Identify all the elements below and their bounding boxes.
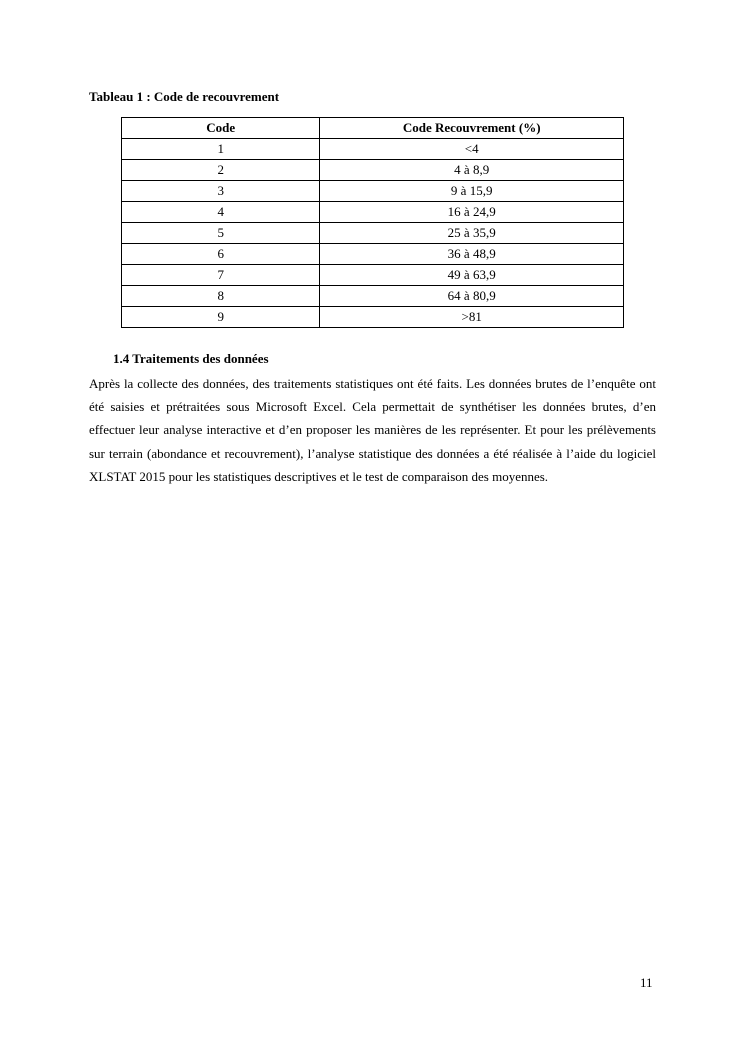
recovery-code-table xyxy=(121,117,624,328)
cell-recovery: 16 à 24,9 xyxy=(320,202,624,223)
section-heading: 1.4 Traitements des données xyxy=(113,351,269,366)
cell-code: 8 xyxy=(122,286,320,307)
table-row xyxy=(122,286,624,307)
table-caption: Tableau 1 : Code de recouvrement xyxy=(89,89,280,104)
header-recovery: Code Recouvrement (%) xyxy=(320,118,624,139)
cell-code: 5 xyxy=(122,223,320,244)
cell-code: 4 xyxy=(122,202,320,223)
table-row xyxy=(122,265,624,286)
cell-code: 6 xyxy=(122,244,320,265)
cell-code: 2 xyxy=(122,160,320,181)
table-row xyxy=(122,307,624,328)
cell-recovery: 25 à 35,9 xyxy=(320,223,624,244)
cell-recovery: 4 à 8,9 xyxy=(320,160,624,181)
page-number: 11 xyxy=(640,975,653,990)
cell-recovery: 64 à 80,9 xyxy=(320,286,624,307)
cell-recovery: 49 à 63,9 xyxy=(320,265,624,286)
cell-code: 9 xyxy=(122,307,320,328)
cell-recovery: 36 à 48,9 xyxy=(320,244,624,265)
cell-code: 3 xyxy=(122,181,320,202)
table-row xyxy=(122,244,624,265)
cell-recovery: >81 xyxy=(320,307,624,328)
cell-code: 1 xyxy=(122,139,320,160)
table-header-row xyxy=(122,118,624,139)
header-code: Code xyxy=(122,118,320,139)
cell-code: 7 xyxy=(122,265,320,286)
table-row xyxy=(122,202,624,223)
table-row xyxy=(122,181,624,202)
table-row xyxy=(122,223,624,244)
cell-recovery: <4 xyxy=(320,139,624,160)
body-paragraph: Après la collecte des données, des traitements statistiques ont été faits. Les données brutes de l’enquête ont été saisies et prétraitées sous Microsoft Excel. Cela permettait de synthétiser les données brutes, d’en effectuer leur analyse interactive et d’en proposer les manières de les représenter. Et pour les prélèvements sur terrain (abondance et recouvrement), l’analyse statistique des données a été réalisée à l’aide du logiciel XLSTAT 2015 pour les statistiques descriptives et le test de comparaison des moyennes. xyxy=(89,376,656,484)
table-row xyxy=(122,139,624,160)
table-row xyxy=(122,160,624,181)
cell-recovery: 9 à 15,9 xyxy=(320,181,624,202)
